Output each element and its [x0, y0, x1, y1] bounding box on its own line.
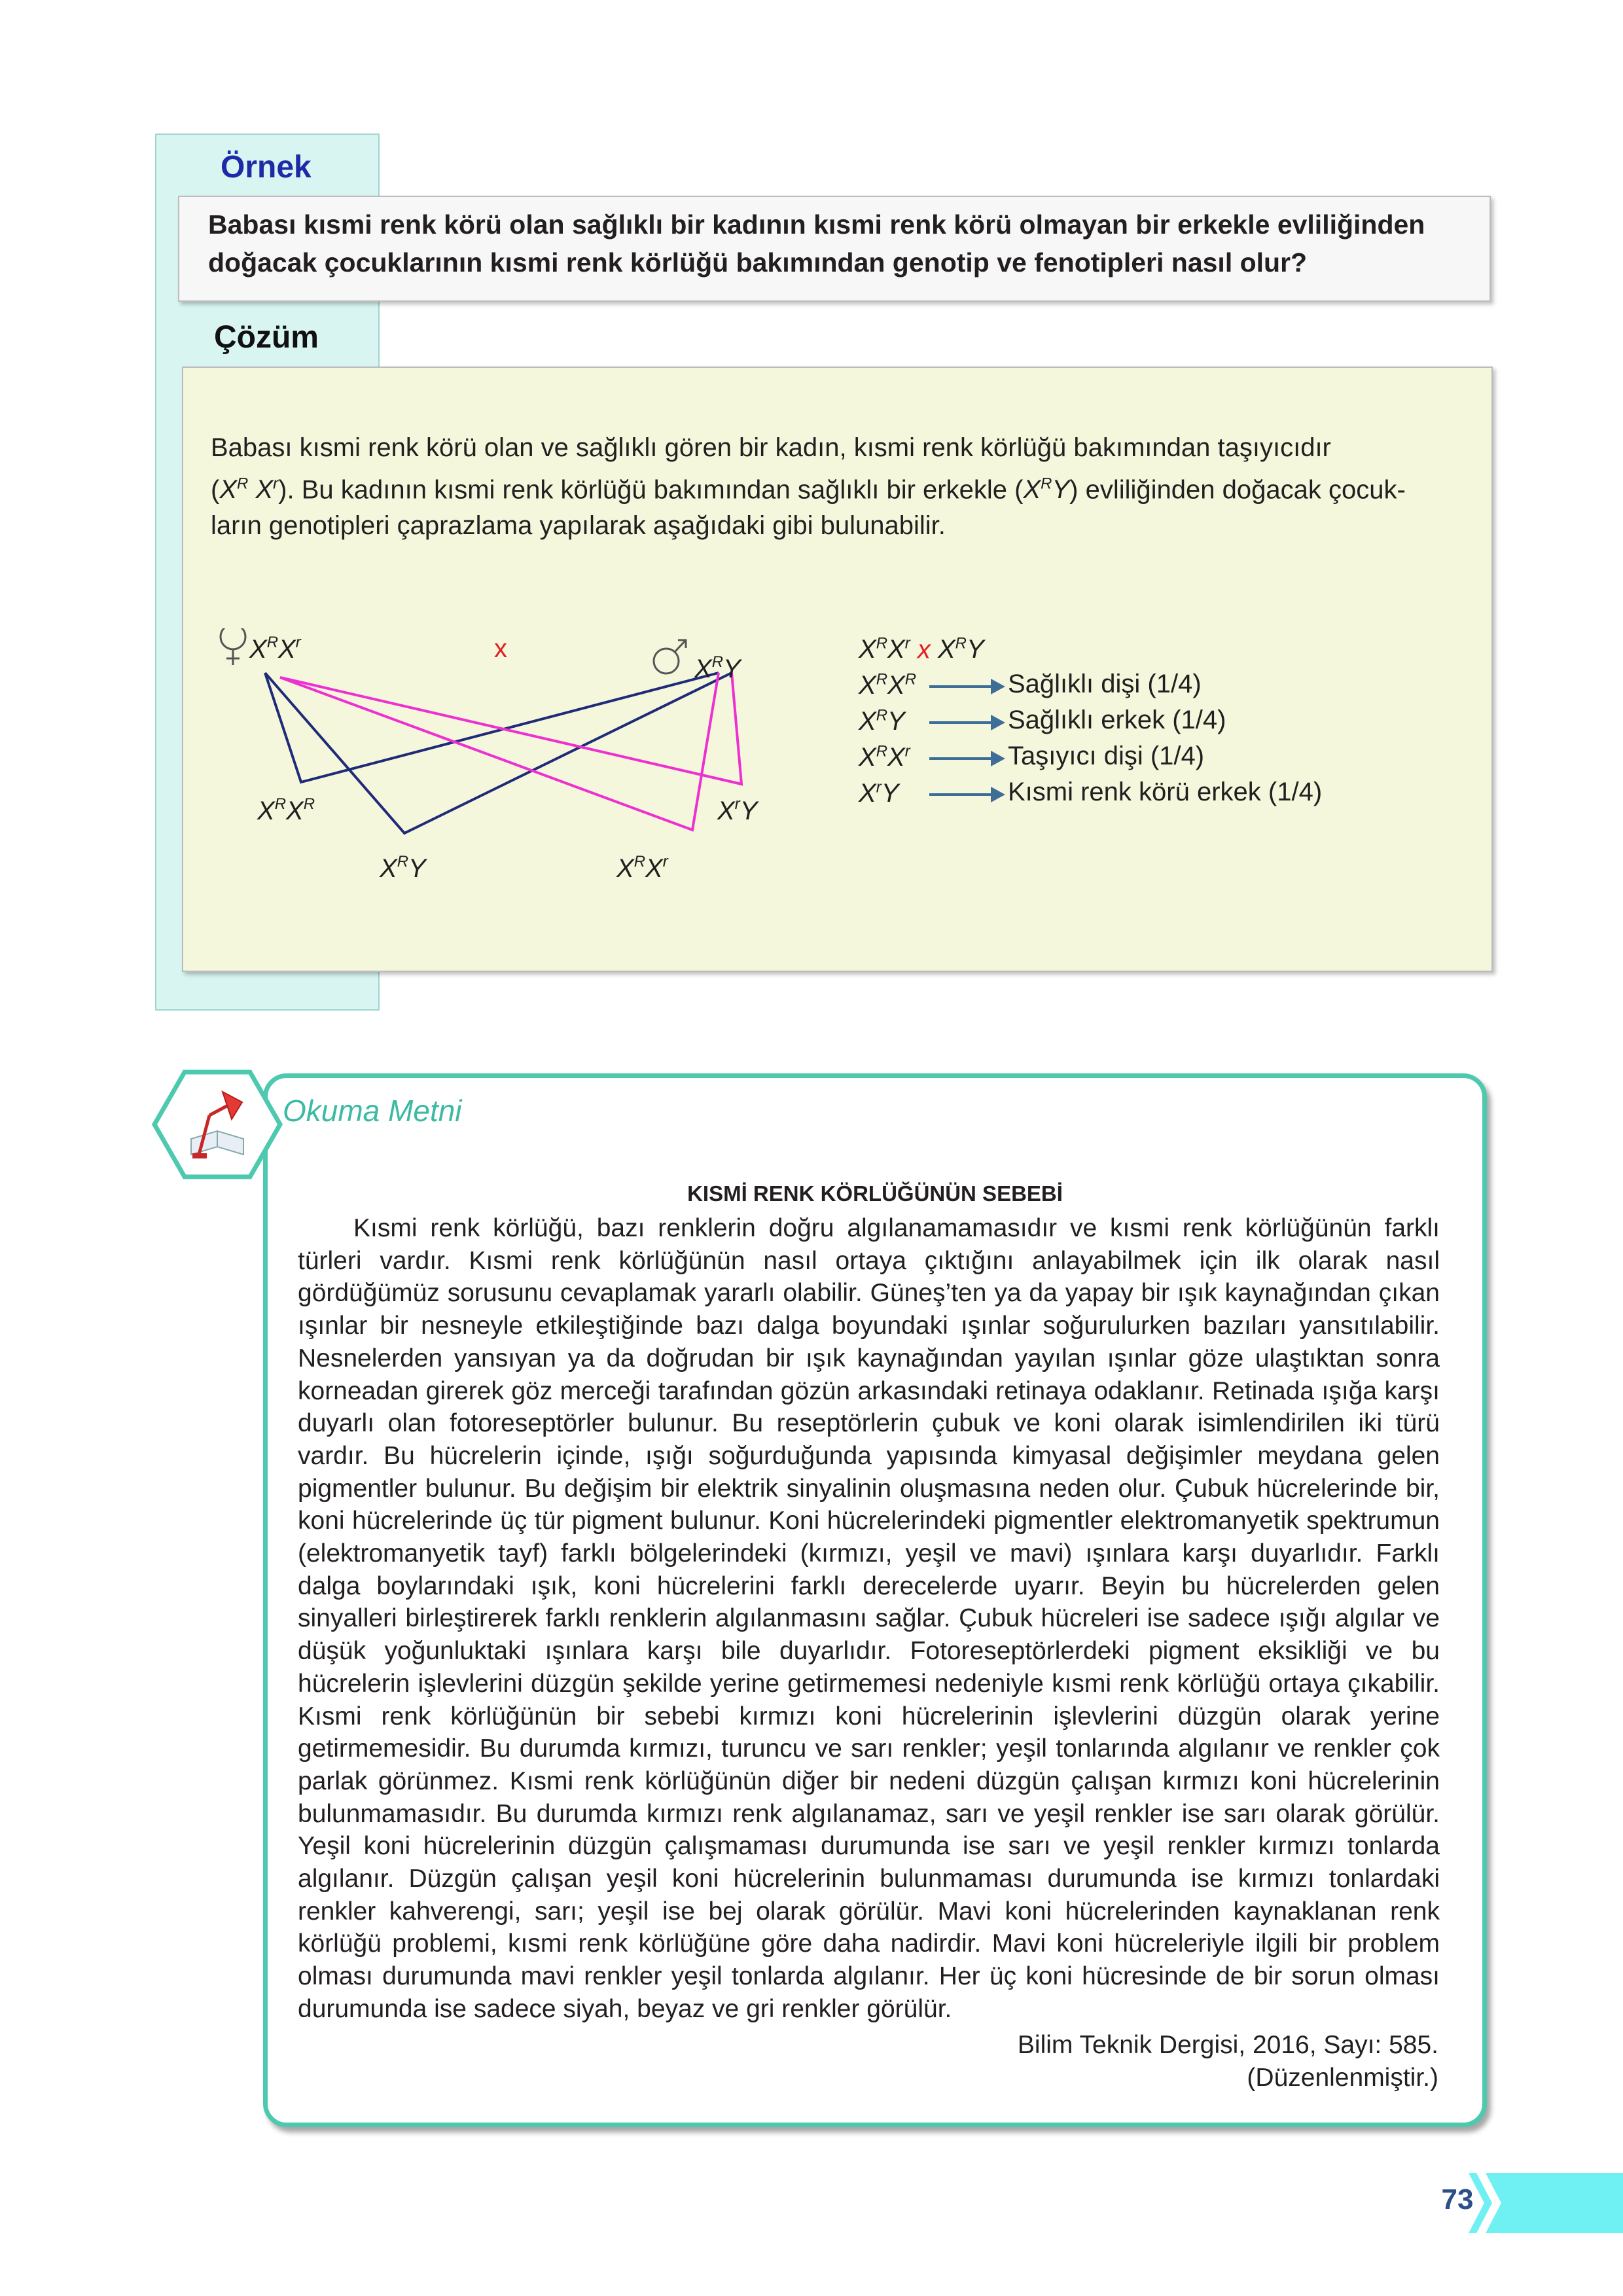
offspring-xry: $X^RY$	[380, 853, 426, 883]
reading-section-title: Okuma Metni	[283, 1094, 462, 1128]
cross-parent-female: $X^RX^r$	[249, 634, 301, 664]
example-question: Babası kısmi renk körü olan sağlıklı bir kadının kısmi renk körü olmayan bir erkekle evliliğinden doğacak çocuklarının kısmi renk körlüğü bakımından genotip ve fenotipleri nasıl olur?	[208, 209, 1425, 278]
source-note: (Düzenlenmiştir.)	[1247, 2064, 1438, 2092]
page-number: 73	[1441, 2183, 1474, 2215]
offspring-xr-y: $X^rY$	[717, 795, 758, 825]
solution-line-2: ($X^R$ $X^r$). Bu kadının kısmi renk körlüğü bakımından sağlıklı bir erkekle $(X^RY)$ evliliğinden doğacak çocuk-	[211, 475, 1406, 505]
cross-line-xrxr-carrier	[280, 673, 719, 830]
cross-diagram	[182, 628, 771, 903]
arrow-right-icon	[929, 685, 1003, 688]
article-heading: KISMİ RENK KÖRLÜĞÜNÜN SEBEBİ	[687, 1181, 1063, 1206]
offspring-xrxr: $X^RX^R$	[257, 795, 315, 825]
example-label: Örnek	[221, 150, 312, 185]
source-citation: Bilim Teknik Dergisi, 2016, Sayı: 585.	[1017, 2031, 1438, 2059]
cross-parent-male: $X^RY$	[694, 653, 741, 683]
cross-lines	[265, 673, 741, 833]
arrow-right-icon	[929, 757, 1003, 760]
solution-line-3: ların genotipleri çaprazlama yapılarak aşağıdaki gibi bulunabilir.	[211, 511, 946, 541]
article-body	[298, 1212, 1440, 2026]
article-source	[1018, 2029, 1438, 2094]
cross-sign: x	[494, 634, 507, 663]
arrow-right-icon	[929, 721, 1003, 724]
arrow-right-icon	[929, 793, 1003, 796]
solution-label: Çözüm	[214, 320, 319, 355]
solution-line-1: Babası kısmi renk körü olan ve sağlıklı gören bir kadın, kısmi renk körlüğü bakımından taşıyıcıdır	[211, 433, 1331, 462]
female-symbol-icon	[221, 628, 245, 665]
reading-lamp-book-icon	[152, 1068, 283, 1181]
offspring-xrxr-carrier: $X^RX^r$	[616, 853, 668, 883]
male-symbol-icon	[654, 640, 686, 673]
article-paragraph: Kısmi renk körlüğü, bazı renklerin doğru algılanamamasıdır ve kısmi renk körlüğünün farklı türleri vardır. Kısmi renk körlüğünün nasıl ortaya çıktığını anlayabilmek için ilk olarak nasıl gördüğümüz sorusunu cevaplamak yararlı olabilir. Güneş’ten ya da yapay bir ışık kaynağından çıkan ışınlar bir nesneyle etkileştiğinde bazı dalga boyundaki ışınlar soğurulurken bazıları yansıtılabilir. Nesnelerden yansıyan ya da doğrudan bir ışık kaynağından yayılan ışınlar göze ulaştıktan sonra korneadan girerek göz merceği tarafından gözün arkasındaki retinaya odaklanır. Retinada ışığa karşı duyarlı olan fotoreseptörler bulunur. Bu reseptörlerin çubuk ve koni olarak isimlendirilen iki türü vardır. Bu hücrelerin içinde, ışığı soğurduğunda yapısında kimyasal değişimler meydana gelen pigmentler bulunur. Bu değişim bir elektrik sinyalinin oluşmasına neden olur. Çubuk hücrelerinde bir, koni hücrelerinde üç tür pigment bulunur. Koni hücrelerindeki pigmentler elektromanyetik spektrumun (elektromanyetik tayf) farklı bölgelerindeki (kırmızı, yeşil ve mavi) ışınlara karşı duyarlıdır. Farklı dalga boylarındaki ışık, koni hücrelerini farklı derecelerde uyarır. Beyin bu hücrelerden gelen sinyalleri birleştirerek farklı renklerin algılanmasını sağlar. Çubuk hücreleri ise sadece ışığı algılar ve düşük yoğunluktaki ışınlara karşı bile duyarlıdır. Fotoreseptörlerdeki pigment eksikliği ve bu hücrelerin işlevlerini düzgün şekilde yerine getirmemesi nedeniyle kısmi renk körlüğü ortaya çıkabilir. Kısmi renk körlüğünün bir sebebi kırmızı koni hücrelerinin işlevlerini düzgün olarak yerine getirmemesidir. Bu durumda kırmızı, turuncu ve sarı renkler; yeşil tonlarında algılanır ve renkler çok parlak görünmez. Kısmi renk körlüğünün diğer bir nedeni düzgün çalışan kırmızı koni hücrelerinin bulunmamasıdır. Bu durumda kırmızı renk algılanamaz, sarı ve yeşil renkler ise sarı olarak görülür. Yeşil koni hücrelerinin düzgün çalışmaması durumunda ise sarı ve yeşil renkler kırmızı tonlarda algılanır. Düzgün çalışan yeşil koni hücrelerinin bulunmaması durumunda ise kırmızı tonlardaki renkler kahverengi, sarı; yeşil ise bej olarak görülür. Mavi koni hücrelerinden kaynaklanan renk körlüğü problemi, kısmi renk körlüğüne göre daha nadirdir. Mavi koni hücreleriyle ilgili bir problem olması durumunda mavi renkler yeşil tonlarda algılanır. Her üç koni hücresinde de bir sorun olması durumunda ise sadece siyah, beyaz ve gri renkler görülür.	[298, 1214, 1440, 2023]
solution-text	[211, 430, 1474, 544]
